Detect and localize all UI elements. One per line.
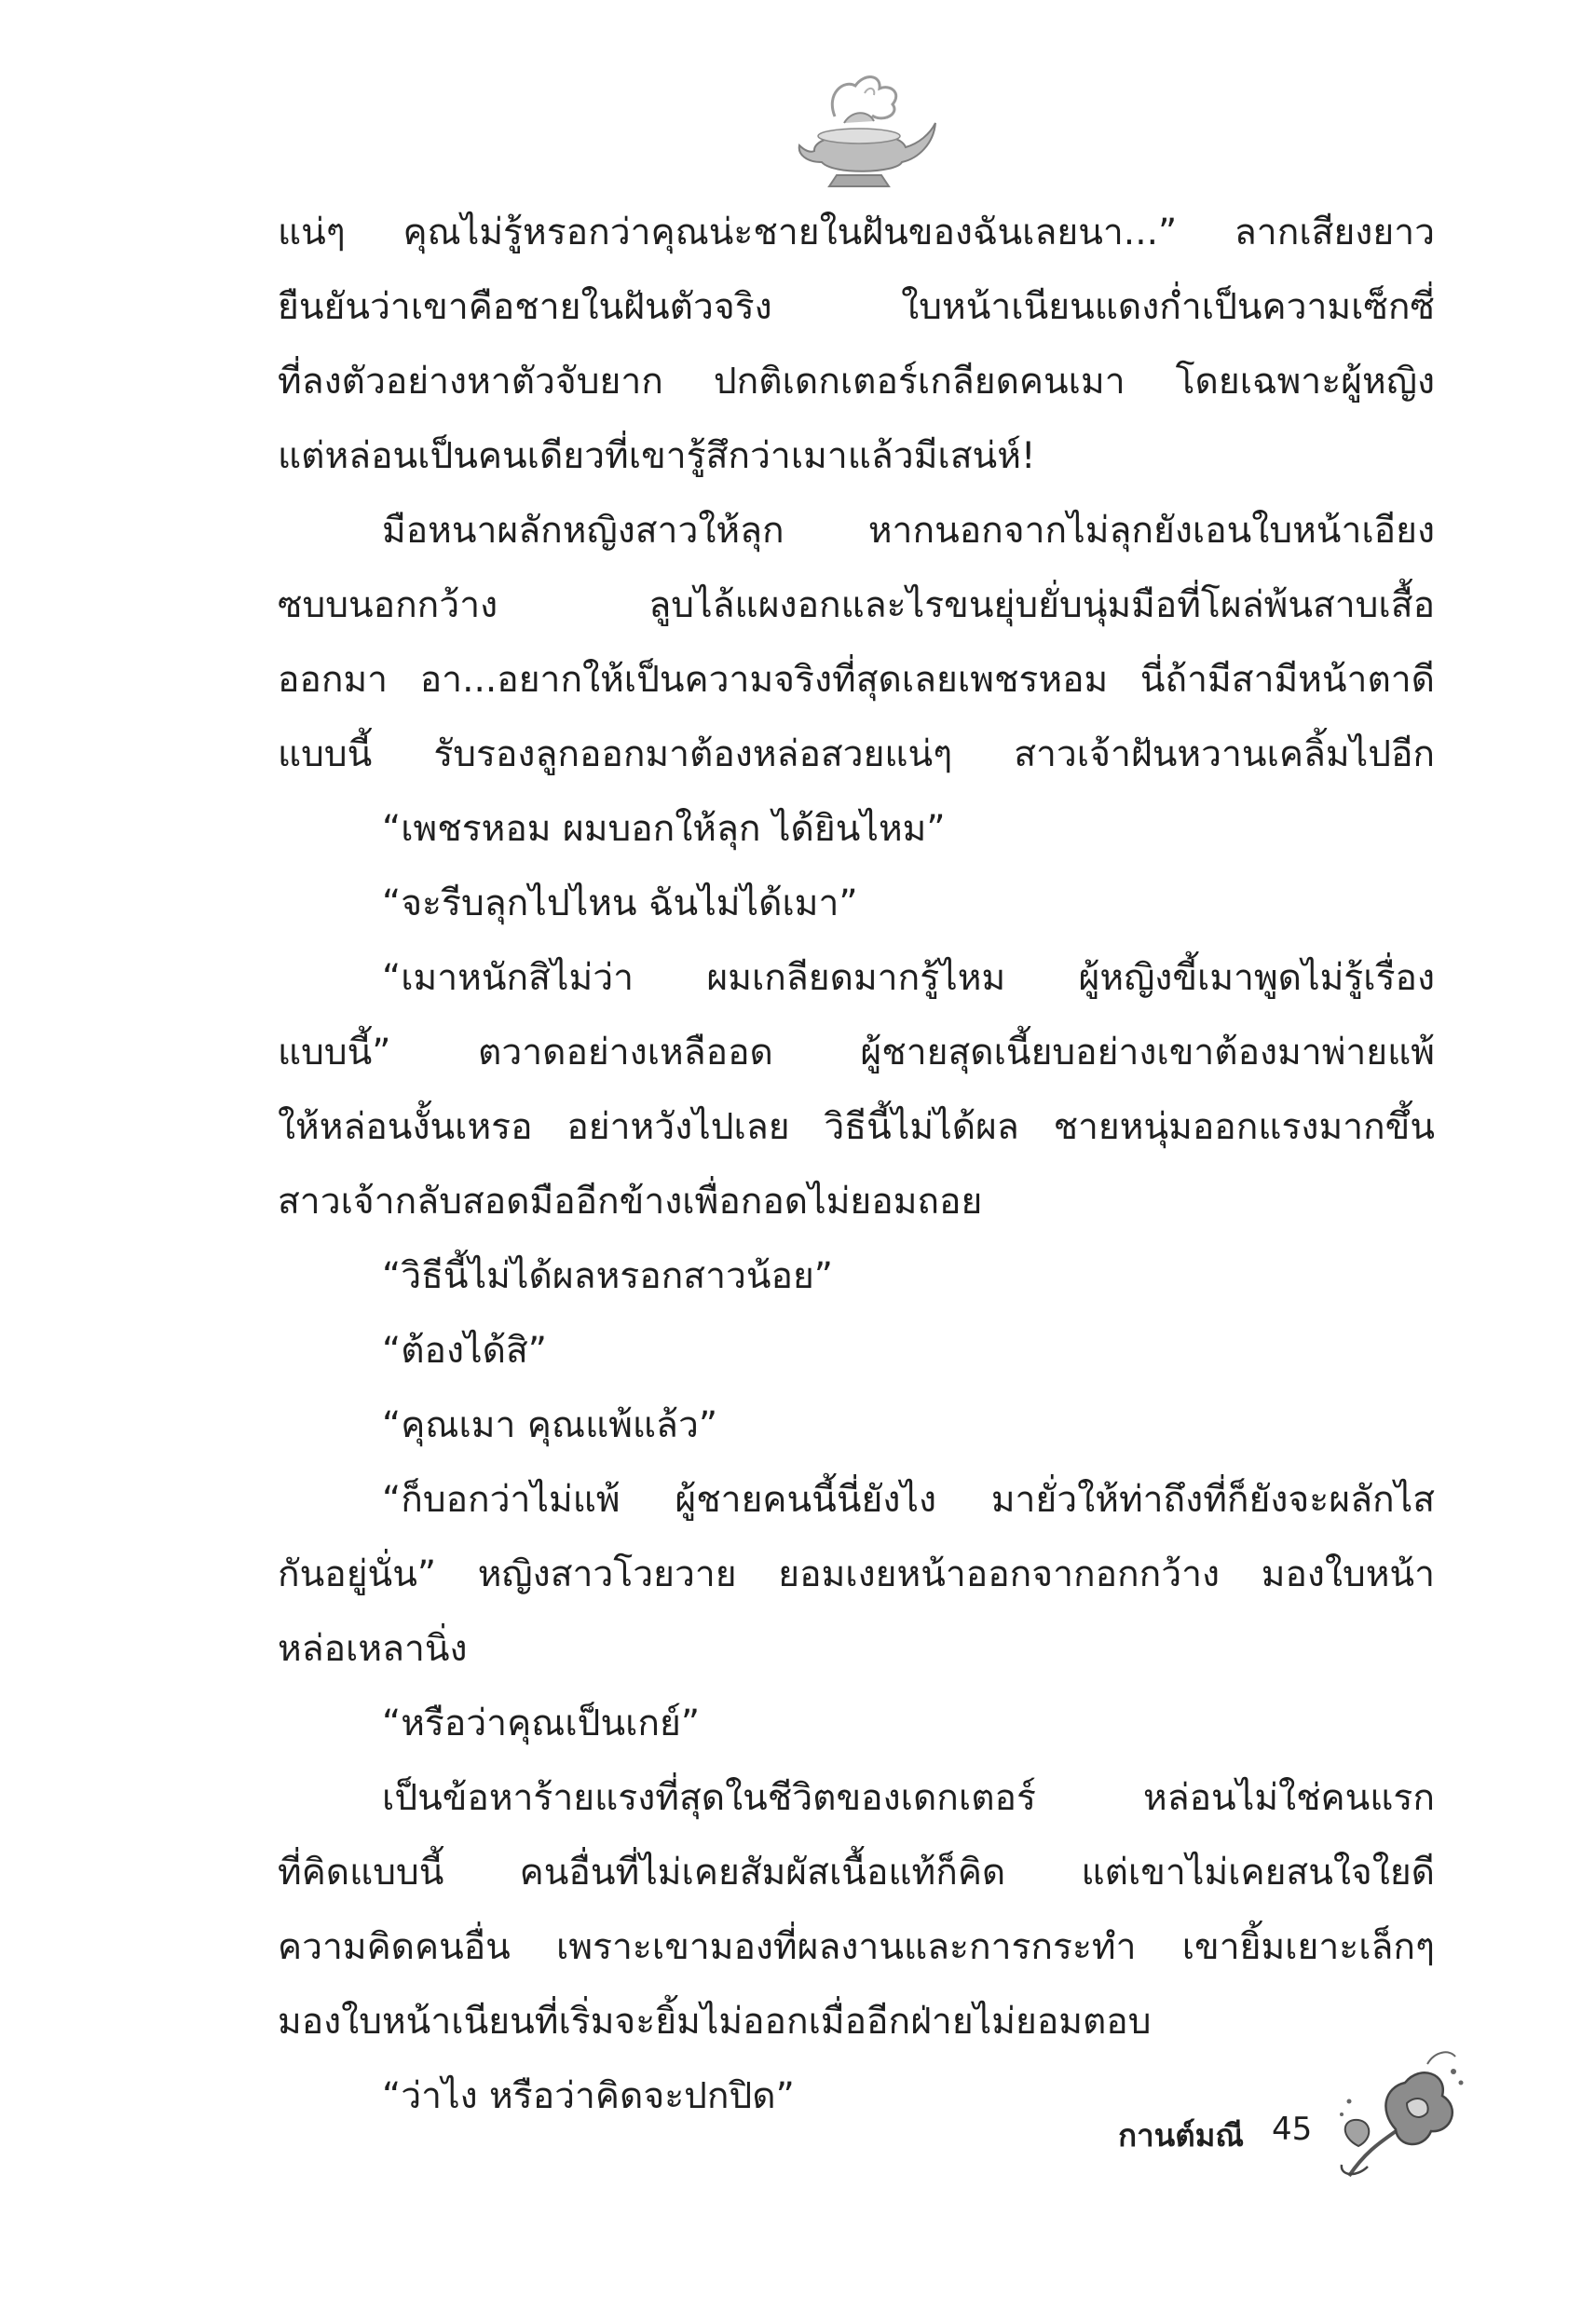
text-line: เป็นข้อหาร้ายแรงที่สุดในชีวิตของเดกเตอร์ หล่อนไม่ใช่คนแรก bbox=[382, 1777, 1435, 1819]
magic-lamp-icon bbox=[779, 65, 937, 205]
text-line: มือหนาผลักหญิงสาวให้ลุก หากนอกจากไม่ลุกยังเอนใบหน้าเอียง bbox=[382, 510, 1435, 552]
text-line: กันอยู่นั่น” หญิงสาวโวยวาย ยอมเงยหน้าออกจากอกกว้าง มองใบหน้า bbox=[278, 1553, 1435, 1595]
running-footer-title: กานต์มณี bbox=[1118, 2117, 1244, 2154]
text-line: “ก็บอกว่าไม่แพ้ ผู้ชายคนนี้นี่ยังไง มายั่วให้ท่าถึงที่ก็ยังจะผลักไส bbox=[382, 1479, 1435, 1521]
text-line: “คุณเมา คุณแพ้แล้ว” bbox=[382, 1404, 718, 1446]
text-line: ให้หล่อนงั้นเหรอ อย่าหวังไปเลย วิธีนี้ไม่ได้ผล ชายหนุ่มออกแรงมากขึ้น bbox=[278, 1106, 1435, 1148]
text-line: สาวเจ้ากลับสอดมืออีกข้างเพื่อกอดไม่ยอมถอย bbox=[278, 1181, 983, 1223]
text-line: “ต้องได้สิ” bbox=[382, 1330, 547, 1372]
text-line: ยืนยันว่าเขาคือชายในฝันตัวจริง ใบหน้าเนียนแดงก่ำเป็นความเซ็กซี่ bbox=[278, 286, 1435, 328]
flower-ornament-icon bbox=[1330, 2036, 1470, 2185]
text-line: “เมาหนักสิไม่ว่า ผมเกลียดมากรู้ไหม ผู้หญิงขี้เมาพูดไม่รู้เรื่อง bbox=[382, 957, 1435, 999]
text-line: แต่หล่อนเป็นคนเดียวที่เขารู้สึกว่าเมาแล้วมีเสน่ห์! bbox=[278, 435, 1036, 477]
text-line: “จะรีบลุกไปไหน ฉันไม่ได้เมา” bbox=[382, 882, 858, 924]
page-number: 45 bbox=[1272, 2111, 1313, 2148]
body-text bbox=[278, 196, 1435, 2134]
text-line: หล่อเหลานิ่ง bbox=[278, 1628, 468, 1670]
text-line: “ว่าไง หรือว่าคิดจะปกปิด” bbox=[382, 2075, 795, 2117]
text-line: ออกมา อา...อยากให้เป็นความจริงที่สุดเลยเพชรหอม นี่ถ้ามีสามีหน้าตาดี bbox=[278, 659, 1435, 701]
text-line: มองใบหน้าเนียนที่เริ่มจะยิ้มไม่ออกเมื่ออีกฝ่ายไม่ยอมตอบ bbox=[278, 2001, 1152, 2043]
text-line: ซบบนอกกว้าง ลูบไล้แผงอกและไรขนยุ่บยั่บนุ่มมือที่โผล่พ้นสาบเสื้อ bbox=[278, 584, 1435, 626]
text-line: แบบนี้” ตวาดอย่างเหลืออด ผู้ชายสุดเนี้ยบอย่างเขาต้องมาพ่ายแพ้ bbox=[278, 1032, 1435, 1073]
text-line: ที่คิดแบบนี้ คนอื่นที่ไม่เคยสัมผัสเนื้อแท้ก็คิด แต่เขาไม่เคยสนใจใยดี bbox=[278, 1852, 1435, 1894]
text-line: ที่ลงตัวอย่างหาตัวจับยาก ปกติเดกเตอร์เกลียดคนเมา โดยเฉพาะผู้หญิง bbox=[278, 361, 1435, 403]
text-line: “เพชรหอม ผมบอกให้ลุก ได้ยินไหม” bbox=[382, 808, 946, 850]
text-line: แน่ๆ คุณไม่รู้หรอกว่าคุณน่ะชายในฝันของฉันเลยนา...” ลากเสียงยาว bbox=[278, 212, 1435, 253]
text-line: แบบนี้ รับรองลูกออกมาต้องหล่อสวยแน่ๆ สาวเจ้าฝันหวานเคลิ้มไปอีก bbox=[278, 733, 1435, 775]
text-line: “หรือว่าคุณเป็นเกย์” bbox=[382, 1702, 701, 1744]
text-line: ความคิดคนอื่น เพราะเขามองที่ผลงานและการกระทำ เขายิ้มเยาะเล็กๆ bbox=[278, 1926, 1435, 1968]
text-line: “วิธีนี้ไม่ได้ผลหรอกสาวน้อย” bbox=[382, 1255, 834, 1297]
